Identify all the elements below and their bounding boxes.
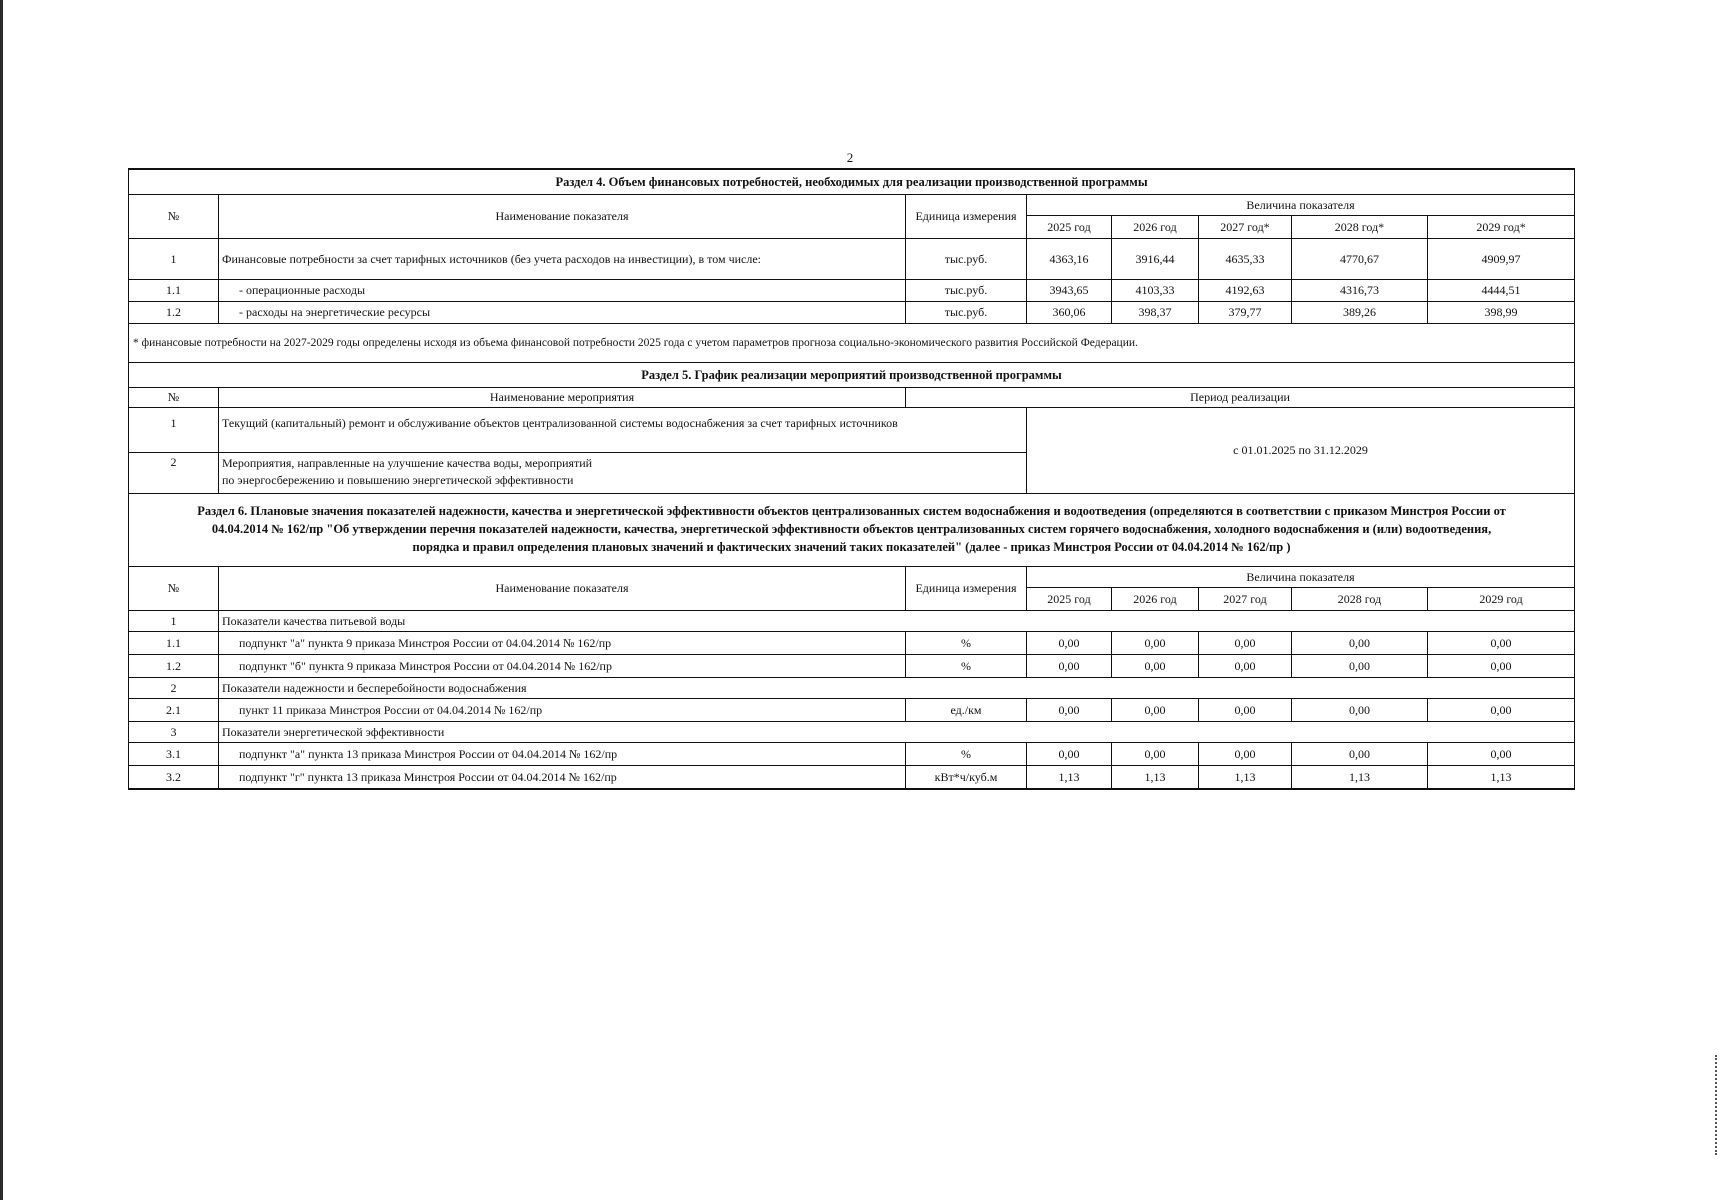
section6-group-row xyxy=(129,678,1575,699)
row-unit: тыс.руб. xyxy=(906,302,1027,324)
row-value-2028: 4770,67 xyxy=(1292,239,1428,280)
row-unit: % xyxy=(906,632,1027,655)
section5-header-period: Период реализации xyxy=(906,388,1575,408)
section6-header-name: Наименование показателя xyxy=(219,567,906,611)
group-name: Показатели энергетической эффективности xyxy=(219,722,1575,743)
row-num: 1 xyxy=(129,408,219,453)
row-value-2026: 0,00 xyxy=(1112,743,1199,766)
row-value-2026: 0,00 xyxy=(1112,699,1199,722)
section5-header-num: № xyxy=(129,388,219,408)
section6-year-2025: 2025 год xyxy=(1027,588,1112,611)
row-name: подпункт "г" пункта 13 приказа Минстроя России от 04.04.2014 № 162/пр xyxy=(219,766,906,790)
row-value-2027: 379,77 xyxy=(1199,302,1292,324)
section6-group-row xyxy=(129,722,1575,743)
section6-group-row xyxy=(129,611,1575,632)
section5-header-name: Наименование мероприятия xyxy=(219,388,906,408)
row-value-2029: 1,13 xyxy=(1428,766,1575,790)
section6-header-row xyxy=(129,567,1575,588)
section4-header-name: Наименование показателя xyxy=(219,195,906,239)
row-value-2029: 0,00 xyxy=(1428,655,1575,678)
group-num: 2 xyxy=(129,678,219,699)
row-value-2026: 3916,44 xyxy=(1112,239,1199,280)
row-value-2027: 0,00 xyxy=(1199,632,1292,655)
row-unit: % xyxy=(906,655,1027,678)
row-name: пункт 11 приказа Минстроя России от 04.04.2014 № 162/пр xyxy=(219,699,906,722)
row-unit: тыс.руб. xyxy=(906,239,1027,280)
group-num: 1 xyxy=(129,611,219,632)
section4-header-num: № xyxy=(129,195,219,239)
row-value-2026: 1,13 xyxy=(1112,766,1199,790)
row-value-2026: 0,00 xyxy=(1112,655,1199,678)
row-value-2028: 1,13 xyxy=(1292,766,1428,790)
section6-year-2026: 2026 год xyxy=(1112,588,1199,611)
scan-edge-right xyxy=(1715,1055,1719,1155)
row-value-2028: 0,00 xyxy=(1292,632,1428,655)
row-value-2025: 1,13 xyxy=(1027,766,1112,790)
row-num: 2.1 xyxy=(129,699,219,722)
section6-row xyxy=(129,766,1575,790)
row-value-2027: 0,00 xyxy=(1199,699,1292,722)
row-name: - расходы на энергетические ресурсы xyxy=(219,302,906,324)
page-number: 2 xyxy=(846,150,854,165)
row-value-2028: 0,00 xyxy=(1292,743,1428,766)
section5-title-row xyxy=(129,363,1575,388)
section5-title: Раздел 5. График реализации мероприятий производственной программы xyxy=(129,363,1575,388)
row-num: 1.1 xyxy=(129,280,219,302)
row-value-2025: 3943,65 xyxy=(1027,280,1112,302)
row-value-2029: 0,00 xyxy=(1428,743,1575,766)
row-value-2026: 4103,33 xyxy=(1112,280,1199,302)
row-value-2025: 0,00 xyxy=(1027,632,1112,655)
row-num: 1.2 xyxy=(129,302,219,324)
row-value-2027: 4635,33 xyxy=(1199,239,1292,280)
row-num: 3.1 xyxy=(129,743,219,766)
section6-header-num: № xyxy=(129,567,219,611)
section6-row xyxy=(129,632,1575,655)
row-value-2025: 4363,16 xyxy=(1027,239,1112,280)
row-value-2027: 1,13 xyxy=(1199,766,1292,790)
section6-title xyxy=(129,494,1575,567)
row-value-2027: 0,00 xyxy=(1199,655,1292,678)
row-value-2029: 0,00 xyxy=(1428,632,1575,655)
row-name: подпункт "а" пункта 9 приказа Минстроя России от 04.04.2014 № 162/пр xyxy=(219,632,906,655)
row-num: 1 xyxy=(129,239,219,280)
row-value-2026: 398,37 xyxy=(1112,302,1199,324)
row-value-2025: 0,00 xyxy=(1027,699,1112,722)
section6-year-2027: 2027 год xyxy=(1199,588,1292,611)
row-name-line: Мероприятия, направленные на улучшение качества воды, мероприятий xyxy=(222,456,593,470)
row-unit: кВт*ч/куб.м xyxy=(906,766,1027,790)
section6-title-line: 04.04.2014 № 162/пр "Об утверждении перечня показателей надежности, качества, энергетической эффективности объектов централизованных систем горячего водоснабжения, холодного водоснабжения и (или) водоотведения, xyxy=(211,522,1492,536)
row-value-2028: 0,00 xyxy=(1292,699,1428,722)
section5-row xyxy=(129,408,1575,453)
row-name-line: по энергосбережению и повышению энергетической эффективности xyxy=(222,473,574,487)
row-name: подпункт "а" пункта 13 приказа Минстроя России от 04.04.2014 № 162/пр xyxy=(219,743,906,766)
row-value-2029: 4909,97 xyxy=(1428,239,1575,280)
row-value-2027: 0,00 xyxy=(1199,743,1292,766)
row-name: Финансовые потребности за счет тарифных источников (без учета расходов на инвестиции), в том числе: xyxy=(219,239,906,280)
section6-year-2028: 2028 год xyxy=(1292,588,1428,611)
section4-row xyxy=(129,280,1575,302)
section6-title-row xyxy=(129,494,1575,567)
section6-row xyxy=(129,655,1575,678)
row-value-2027: 4192,63 xyxy=(1199,280,1292,302)
row-name: - операционные расходы xyxy=(219,280,906,302)
section4-header-row xyxy=(129,195,1575,216)
row-value-2026: 0,00 xyxy=(1112,632,1199,655)
row-value-2025: 0,00 xyxy=(1027,743,1112,766)
section6-row xyxy=(129,699,1575,722)
section5-period: с 01.01.2025 по 31.12.2029 xyxy=(1027,408,1575,494)
group-name: Показатели качества питьевой воды xyxy=(219,611,1575,632)
row-num: 2 xyxy=(129,453,219,494)
section4-row xyxy=(129,239,1575,280)
section4-title: Раздел 4. Объем финансовых потребностей, необходимых для реализации производственной программы xyxy=(129,169,1575,195)
group-num: 3 xyxy=(129,722,219,743)
scan-edge-left xyxy=(0,0,3,1200)
section4-year-2027: 2027 год* xyxy=(1199,216,1292,239)
row-value-2025: 360,06 xyxy=(1027,302,1112,324)
row-value-2025: 0,00 xyxy=(1027,655,1112,678)
section4-title-row xyxy=(129,169,1575,195)
main-table xyxy=(128,168,1575,790)
section6-header-unit: Единица измерения xyxy=(906,567,1027,611)
section4-header-value-group: Величина показателя xyxy=(1027,195,1575,216)
section6-row xyxy=(129,743,1575,766)
section5-header-row xyxy=(129,388,1575,408)
section4-year-2028: 2028 год* xyxy=(1292,216,1428,239)
row-name xyxy=(219,453,1027,494)
row-unit: ед./км xyxy=(906,699,1027,722)
section4-note-row xyxy=(129,324,1575,363)
section4-year-2026: 2026 год xyxy=(1112,216,1199,239)
row-value-2028: 4316,73 xyxy=(1292,280,1428,302)
row-value-2029: 4444,51 xyxy=(1428,280,1575,302)
section6-title-line: Раздел 6. Плановые значения показателей надежности, качества и энергетической эффективности объектов централизованных систем водоснабжения и водоотведения (определяются в соответствии с приказом Минстроя России от xyxy=(197,504,1506,518)
section4-year-2029: 2029 год* xyxy=(1428,216,1575,239)
row-unit: тыс.руб. xyxy=(906,280,1027,302)
row-num: 3.2 xyxy=(129,766,219,790)
document-body xyxy=(128,168,1574,790)
row-num: 1.2 xyxy=(129,655,219,678)
row-value-2029: 0,00 xyxy=(1428,699,1575,722)
row-name: Текущий (капитальный) ремонт и обслуживание объектов централизованной системы водоснабжения за счет тарифных источников xyxy=(219,408,1027,453)
section6-year-2029: 2029 год xyxy=(1428,588,1575,611)
section4-year-2025: 2025 год xyxy=(1027,216,1112,239)
row-value-2029: 398,99 xyxy=(1428,302,1575,324)
section6-header-value-group: Величина показателя xyxy=(1027,567,1575,588)
row-value-2028: 389,26 xyxy=(1292,302,1428,324)
group-name: Показатели надежности и бесперебойности водоснабжения xyxy=(219,678,1575,699)
row-unit: % xyxy=(906,743,1027,766)
row-value-2028: 0,00 xyxy=(1292,655,1428,678)
section6-title-line: порядка и правил определения плановых значений и фактических значений таких показателей" (далее - приказ Минстроя России от 04.04.2014 № 162/пр ) xyxy=(412,540,1291,554)
row-name: подпункт "б" пункта 9 приказа Минстроя России от 04.04.2014 № 162/пр xyxy=(219,655,906,678)
section4-row xyxy=(129,302,1575,324)
section4-footnote: * финансовые потребности на 2027-2029 годы определены исходя из объема финансовой потребности 2025 года с учетом параметров прогноза социально-экономического развития Российской Федерации. xyxy=(129,324,1575,363)
row-num: 1.1 xyxy=(129,632,219,655)
section4-header-unit: Единица измерения xyxy=(906,195,1027,239)
